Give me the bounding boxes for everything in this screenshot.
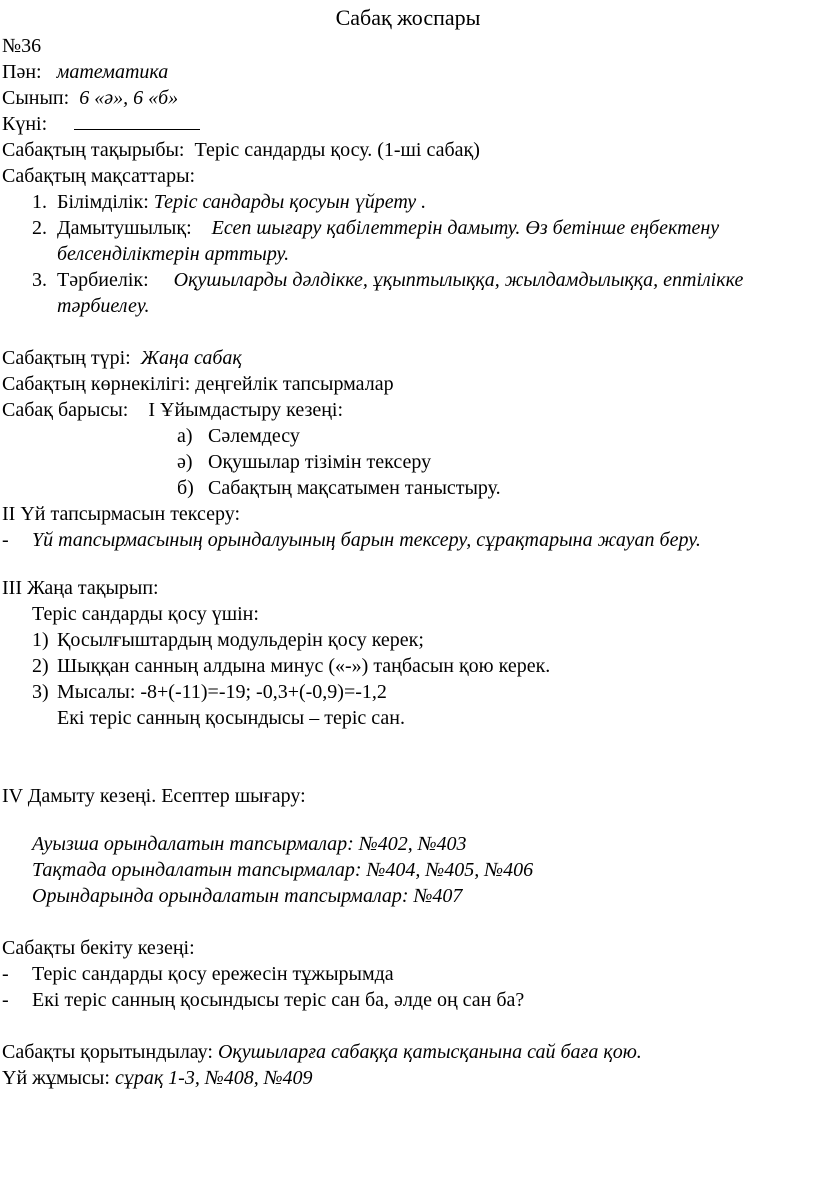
- goal-text: Теріс сандарды қосуын үйрету .: [153, 191, 427, 213]
- reinforce-item: Теріс сандарды қосу ережесін тұжырымда: [32, 963, 394, 985]
- new-topic-intro: Теріс сандарды қосу үшін:: [32, 603, 259, 625]
- development-task: Тақтада орындалатын тапсырмалар: №404, №405, №406: [32, 859, 534, 881]
- goal-item: [57, 267, 743, 293]
- visuals-line: [2, 371, 394, 397]
- goal-label: Тәрбиелік:: [57, 269, 149, 291]
- homework-line: [2, 1065, 313, 1091]
- stage-step-letter: ә): [177, 451, 193, 473]
- homework-check-dash: -: [2, 529, 9, 551]
- goal-text-continued: тәрбиелеу.: [57, 295, 150, 317]
- reinforce-heading: Сабақты бекіту кезеңі:: [2, 937, 195, 959]
- new-topic-heading: III Жаңа тақырып:: [2, 577, 159, 599]
- visuals-value: деңгейлік тапсырмалар: [195, 373, 394, 395]
- development-heading: IV Дамыту кезеңі. Есептер шығару:: [2, 785, 306, 807]
- reinforce-item: Екі теріс санның қосындысы теріс сан ба, әлде оң сан ба?: [32, 989, 525, 1011]
- rule-number: 3): [32, 681, 49, 703]
- topic-label: Сабақтың тақырыбы:: [2, 139, 185, 161]
- development-task: Ауызша орындалатын тапсырмалар: №402, №403: [32, 833, 467, 855]
- summary-line: [2, 1039, 642, 1065]
- day-label: Күні:: [2, 113, 48, 135]
- grade-line: [2, 85, 178, 111]
- lesson-type-line: [2, 345, 242, 371]
- reinforce-dash: -: [2, 989, 9, 1011]
- lesson-type-value: Жаңа сабақ: [140, 347, 242, 369]
- goal-number: 1.: [32, 191, 47, 213]
- development-task: Орындарында орындалатын тапсырмалар: №407: [32, 885, 463, 907]
- day-line: [2, 111, 200, 137]
- goal-label: Білімділік:: [57, 191, 149, 213]
- progress-line: [2, 397, 343, 423]
- stage-heading: I Ұйымдастыру кезеңі:: [148, 399, 344, 421]
- subject-label: Пән:: [2, 61, 42, 83]
- goal-number: 2.: [32, 217, 47, 239]
- summary-label: Сабақты қорытындылау:: [2, 1041, 213, 1063]
- rule-number: 2): [32, 655, 49, 677]
- grade-label: Сынып:: [2, 87, 70, 109]
- progress-label: Сабақ барысы:: [2, 399, 129, 421]
- homework-check-text: Үй тапсырмасының орындалуының барын тексеру, сұрақтарына жауап беру.: [32, 529, 701, 551]
- goal-text: Оқушыларды дәлдікке, ұқыптылыққа, жылдамдылыққа, ептілікке: [173, 269, 744, 291]
- homework-label: Үй жұмысы:: [2, 1067, 110, 1089]
- page-title: Сабақ жоспары: [335, 5, 481, 30]
- homework-value: сұрақ 1-3, №408, №409: [114, 1067, 313, 1089]
- stage-step-letter: а): [177, 425, 193, 447]
- topic-value: Теріс сандарды қосу. (1-ші сабақ): [194, 139, 480, 161]
- visuals-label: Сабақтың көрнекілігі:: [2, 373, 191, 395]
- goal-item: [57, 215, 719, 241]
- day-blank: [74, 111, 200, 130]
- goal-text-continued: белсенділіктерін арттыру.: [57, 243, 290, 265]
- lesson-type-label: Сабақтың түрі:: [2, 347, 131, 369]
- homework-check-heading: II Үй тапсырмасын тексеру:: [2, 503, 241, 525]
- stage-step-text: Оқушылар тізімін тексеру: [208, 451, 432, 473]
- goal-text: Есеп шығару қабілеттерін дамыту. Өз бетінше еңбектену: [211, 217, 720, 239]
- rule-text: Мысалы: -8+(-11)=-19; -0,3+(-0,9)=-1,2: [57, 681, 387, 703]
- stage-step-letter: б): [177, 477, 194, 499]
- goal-item: [57, 189, 426, 215]
- rule-text: Шыққан санның алдына минус («-») таңбасын қою керек.: [57, 655, 551, 677]
- lesson-number: №36: [2, 35, 42, 57]
- summary-value: Оқушыларға сабаққа қатысқанына сай баға қою.: [217, 1041, 642, 1063]
- rule-number: 1): [32, 629, 49, 651]
- subject-value: математика: [56, 61, 169, 83]
- rule-text: Қосылғыштардың модульдерін қосу керек;: [57, 629, 424, 651]
- rule-conclusion: Екі теріс санның қосындысы – теріс сан.: [57, 707, 405, 729]
- stage-step-text: Сабақтың мақсатымен таныстыру.: [208, 477, 501, 499]
- goal-number: 3.: [32, 269, 47, 291]
- goals-heading: Сабақтың мақсаттары:: [2, 165, 196, 187]
- topic-line: [2, 137, 480, 163]
- stage-step-text: Сәлемдесу: [208, 425, 300, 447]
- goal-label: Дамытушылық:: [57, 217, 192, 239]
- grade-value: 6 «ә», 6 «б»: [79, 87, 179, 109]
- reinforce-dash: -: [2, 963, 9, 985]
- subject-line: [2, 59, 168, 85]
